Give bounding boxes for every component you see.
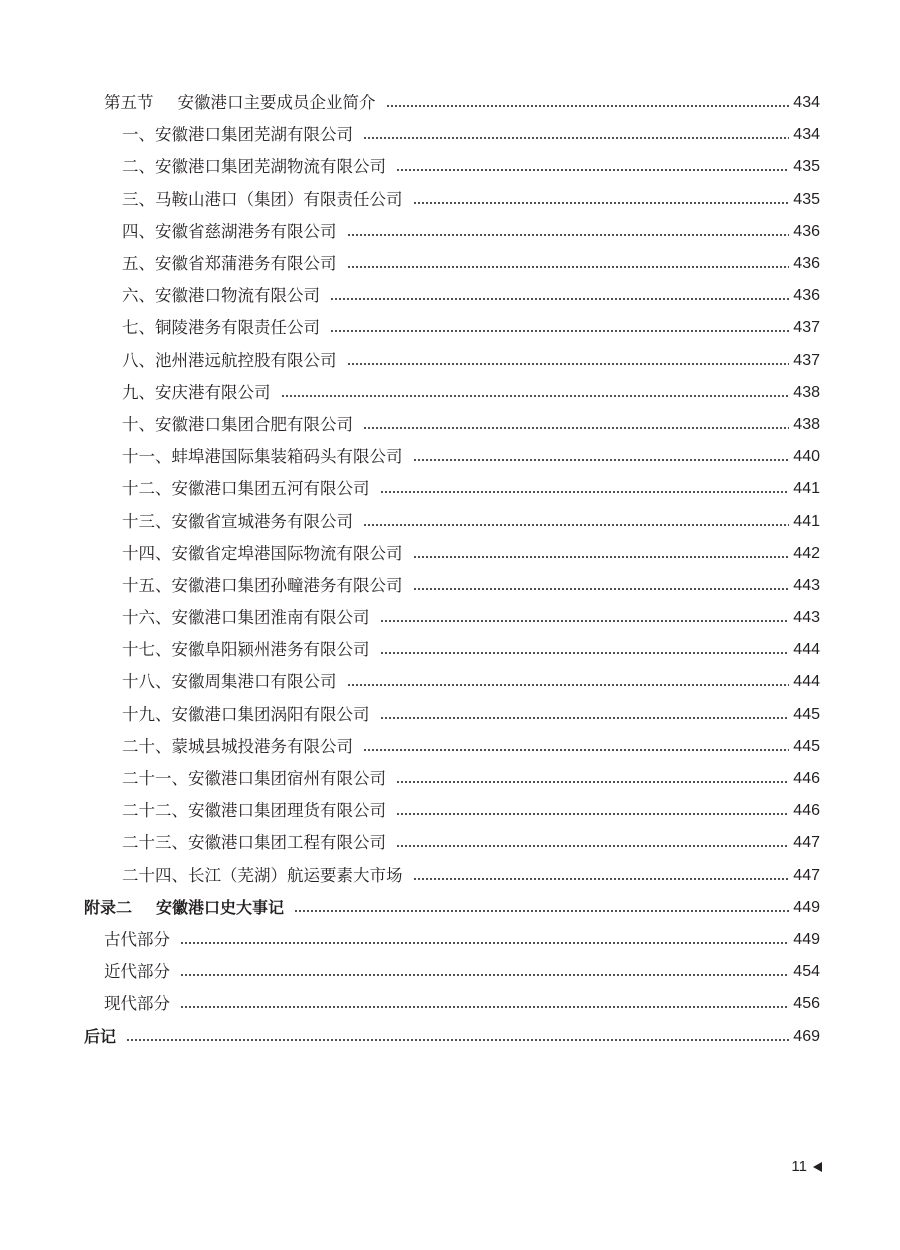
toc-entry-title — [122, 415, 353, 435]
toc-entry-page: 438 — [793, 415, 820, 433]
dot-leader — [396, 845, 789, 847]
toc-entry-text: 六、安徽港口物流有限公司 — [122, 286, 320, 306]
toc-entry-page: 447 — [793, 834, 820, 852]
dot-leader — [347, 234, 790, 236]
dot-leader — [363, 427, 789, 429]
toc-entry-text: 二十、蒙城县城投港务有限公司 — [122, 736, 353, 756]
left-triangle-icon — [813, 1162, 822, 1172]
toc-entry-title — [122, 447, 403, 467]
toc-entry-page: 443 — [793, 576, 820, 594]
toc-entry[interactable] — [0, 538, 900, 570]
toc-entry[interactable] — [0, 956, 900, 988]
toc-entry-page: 446 — [793, 770, 820, 788]
toc-entry-page: 442 — [793, 544, 820, 562]
dot-leader — [396, 781, 789, 783]
toc-entry-label: 第五节 — [104, 93, 154, 113]
toc-entry-page: 446 — [793, 802, 820, 820]
toc-entry-title — [122, 640, 370, 660]
table-of-contents — [0, 87, 900, 1053]
toc-entry[interactable] — [0, 860, 900, 892]
toc-entry-text: 十六、安徽港口集团淮南有限公司 — [122, 608, 370, 628]
toc-entry-page: 437 — [793, 319, 820, 337]
toc-entry[interactable] — [0, 570, 900, 602]
toc-entry-title — [122, 125, 353, 145]
toc-entry[interactable] — [0, 795, 900, 827]
dot-leader — [380, 620, 790, 622]
dot-leader — [396, 813, 789, 815]
dot-leader — [347, 684, 790, 686]
toc-entry-title — [104, 930, 170, 950]
toc-entry-text: 八、池州港远航控股有限公司 — [122, 350, 337, 370]
dot-leader — [380, 652, 790, 654]
toc-entry[interactable] — [0, 763, 900, 795]
toc-entry[interactable] — [0, 924, 900, 956]
toc-entry[interactable] — [0, 441, 900, 473]
toc-entry-title — [122, 608, 370, 628]
dot-leader — [363, 524, 789, 526]
toc-entry-text: 十、安徽港口集团合肥有限公司 — [122, 414, 353, 434]
toc-entry-page: 438 — [793, 383, 820, 401]
toc-entry-title — [122, 769, 386, 789]
toc-entry[interactable] — [0, 827, 900, 859]
toc-entry-text: 九、安庆港有限公司 — [122, 382, 271, 402]
toc-entry-page: 436 — [793, 287, 820, 305]
toc-entry[interactable] — [0, 345, 900, 377]
toc-entry-title — [122, 672, 337, 692]
dot-leader — [363, 137, 789, 139]
toc-entry-page: 469 — [793, 1027, 820, 1045]
toc-entry-page: 449 — [793, 898, 820, 916]
toc-entry-text: 三、马鞍山港口（集团）有限责任公司 — [122, 189, 403, 209]
toc-entry[interactable] — [0, 988, 900, 1020]
toc-entry-label: 附录二 — [84, 897, 133, 917]
toc-entry-page: 445 — [793, 705, 820, 723]
toc-entry[interactable] — [0, 119, 900, 151]
toc-entry-text: 二十三、安徽港口集团工程有限公司 — [122, 833, 386, 853]
page-number: 11 — [791, 1158, 807, 1175]
toc-entry[interactable] — [0, 151, 900, 183]
toc-entry-page: 456 — [793, 995, 820, 1013]
toc-entry-title — [122, 479, 370, 499]
toc-entry-title — [122, 833, 386, 853]
toc-entry-text: 十九、安徽港口集团涡阳有限公司 — [122, 704, 370, 724]
toc-entry-text: 十七、安徽阜阳颍州港务有限公司 — [122, 640, 370, 660]
toc-entry-title — [122, 383, 271, 403]
dot-leader — [180, 1006, 789, 1008]
toc-entry-text: 十五、安徽港口集团孙疃港务有限公司 — [122, 575, 403, 595]
toc-entry[interactable] — [0, 666, 900, 698]
dot-leader — [347, 266, 790, 268]
toc-entry-page: 445 — [793, 737, 820, 755]
toc-entry-title — [122, 737, 353, 757]
dot-leader — [180, 942, 789, 944]
toc-entry-text: 后记 — [84, 1026, 117, 1046]
toc-entry-text: 二十一、安徽港口集团宿州有限公司 — [122, 769, 386, 789]
dot-leader — [330, 330, 789, 332]
toc-entry-text: 十二、安徽港口集团五河有限公司 — [122, 479, 370, 499]
toc-entry[interactable] — [0, 892, 900, 924]
toc-entry-title — [122, 801, 386, 821]
toc-entry-page: 437 — [793, 351, 820, 369]
toc-entry-title — [122, 544, 403, 564]
toc-entry[interactable] — [0, 731, 900, 763]
dot-leader — [330, 298, 789, 300]
toc-entry[interactable] — [0, 634, 900, 666]
toc-entry-text: 安徽港口史大事记 — [156, 897, 285, 917]
dot-leader — [413, 556, 790, 558]
toc-entry-text: 五、安徽省郑蒲港务有限公司 — [122, 254, 337, 274]
dot-leader — [281, 395, 790, 397]
toc-entry[interactable] — [0, 409, 900, 441]
toc-entry[interactable] — [0, 699, 900, 731]
dot-leader — [180, 974, 789, 976]
toc-entry-page: 434 — [793, 126, 820, 144]
toc-entry-page: 434 — [793, 94, 820, 112]
toc-entry-title — [122, 222, 337, 242]
toc-entry-title — [122, 576, 403, 596]
toc-entry-page: 436 — [793, 222, 820, 240]
toc-entry[interactable] — [0, 312, 900, 344]
toc-entry[interactable] — [0, 377, 900, 409]
dot-leader — [413, 588, 790, 590]
toc-entry-page: 441 — [793, 512, 820, 530]
toc-entry-text: 安徽港口主要成员企业简介 — [177, 93, 376, 113]
toc-entry-page: 435 — [793, 158, 820, 176]
toc-entry-title — [104, 962, 170, 982]
page-footer — [791, 1158, 822, 1175]
toc-entry-title — [122, 866, 403, 886]
toc-entry-page: 435 — [793, 190, 820, 208]
toc-entry-text: 十三、安徽省宣城港务有限公司 — [122, 511, 353, 531]
toc-entry-title — [104, 93, 376, 113]
toc-entry-title — [122, 351, 337, 371]
toc-entry-title — [122, 705, 370, 725]
toc-entry-page: 447 — [793, 866, 820, 884]
toc-entry-page: 441 — [793, 480, 820, 498]
toc-entry-text: 十四、安徽省定埠港国际物流有限公司 — [122, 543, 403, 563]
toc-entry-text: 一、安徽港口集团芜湖有限公司 — [122, 125, 353, 145]
dot-leader — [396, 169, 789, 171]
toc-entry-text: 二、安徽港口集团芜湖物流有限公司 — [122, 157, 386, 177]
toc-entry-text: 二十二、安徽港口集团理货有限公司 — [122, 801, 386, 821]
toc-entry[interactable] — [0, 602, 900, 634]
toc-entry-title — [122, 190, 403, 210]
toc-entry-title — [104, 994, 170, 1014]
toc-entry[interactable] — [0, 184, 900, 216]
toc-entry-title — [84, 1027, 116, 1047]
toc-entry-page: 449 — [793, 930, 820, 948]
toc-entry-text: 十八、安徽周集港口有限公司 — [122, 672, 337, 692]
toc-entry[interactable] — [0, 248, 900, 280]
toc-entry-title — [84, 898, 284, 918]
dot-leader — [413, 459, 790, 461]
toc-entry-page: 444 — [793, 641, 820, 659]
toc-entry[interactable] — [0, 280, 900, 312]
toc-entry-text: 七、铜陵港务有限责任公司 — [122, 318, 320, 338]
toc-entry-text: 二十四、长江（芜湖）航运要素大市场 — [122, 865, 403, 885]
toc-entry[interactable] — [0, 216, 900, 248]
toc-entry-page: 436 — [793, 255, 820, 273]
toc-entry-title — [122, 286, 320, 306]
toc-entry-title — [122, 157, 386, 177]
toc-entry-page: 454 — [793, 963, 820, 981]
dot-leader — [126, 1039, 789, 1041]
dot-leader — [413, 202, 790, 204]
dot-leader — [363, 749, 789, 751]
toc-entry-title — [122, 512, 353, 532]
toc-entry-page: 444 — [793, 673, 820, 691]
toc-entry[interactable] — [0, 505, 900, 537]
toc-entry-title — [122, 254, 337, 274]
toc-entry-text: 古代部分 — [104, 929, 170, 949]
toc-entry-page: 443 — [793, 609, 820, 627]
dot-leader — [347, 363, 790, 365]
toc-entry-text: 四、安徽省慈湖港务有限公司 — [122, 221, 337, 241]
toc-entry-title — [122, 318, 320, 338]
toc-entry-text: 现代部分 — [104, 994, 170, 1014]
dot-leader — [386, 105, 790, 107]
toc-entry[interactable] — [0, 87, 900, 119]
toc-entry[interactable] — [0, 473, 900, 505]
toc-entry-page: 440 — [793, 448, 820, 466]
toc-entry[interactable] — [0, 1020, 900, 1052]
dot-leader — [380, 717, 790, 719]
dot-leader — [294, 910, 789, 912]
dot-leader — [413, 878, 790, 880]
dot-leader — [380, 491, 790, 493]
toc-entry-text: 近代部分 — [104, 962, 170, 982]
toc-entry-text: 十一、蚌埠港国际集装箱码头有限公司 — [122, 447, 403, 467]
